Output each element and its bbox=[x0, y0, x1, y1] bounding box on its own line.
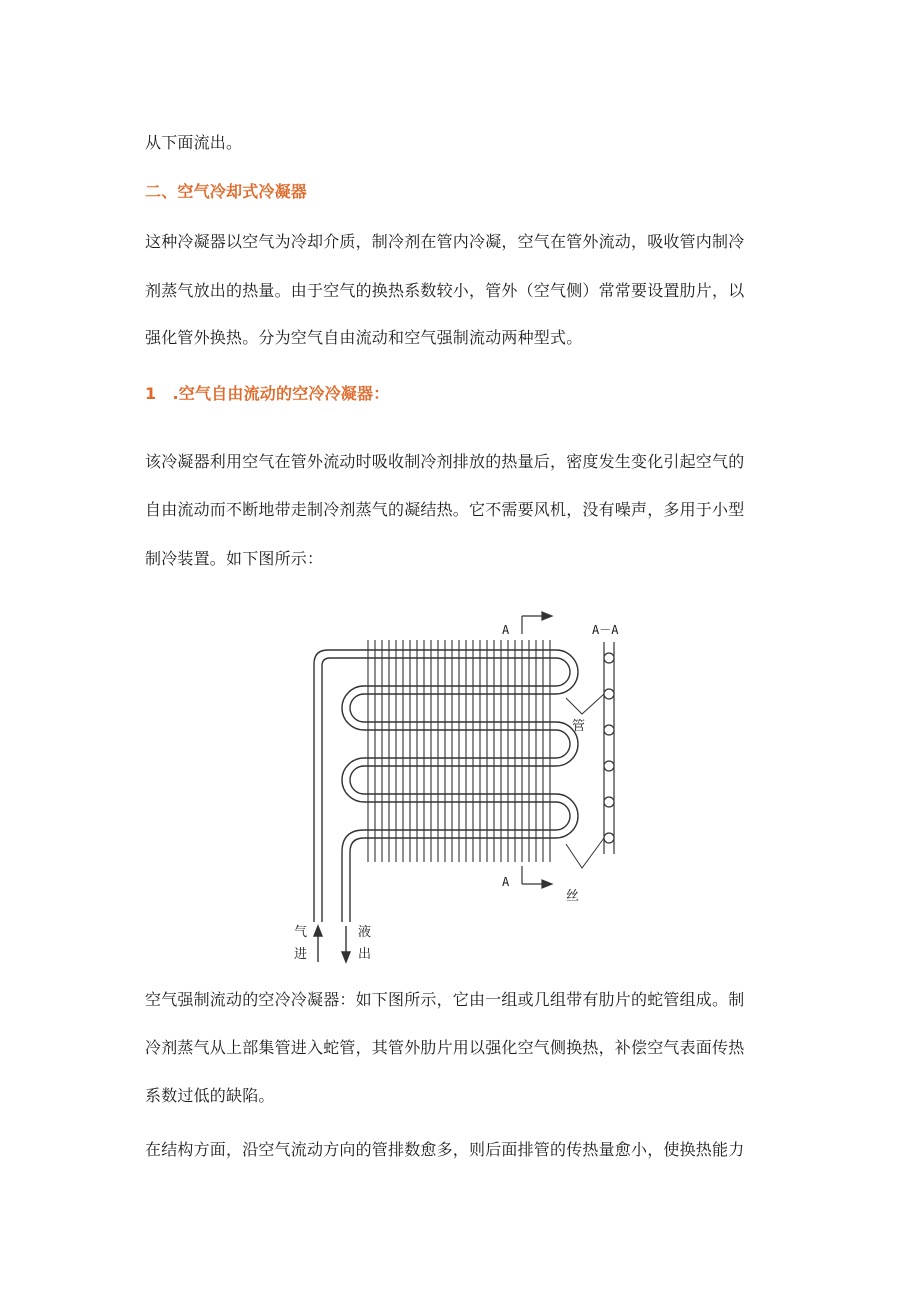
paragraph-3-line-2: 冷剂蒸气从上部集管进入蛇管，其管外肋片用以强化空气侧换热，补偿空气表面传热 bbox=[145, 1038, 745, 1057]
section-arrow-bottom bbox=[522, 866, 552, 888]
section-heading-air-cooled: 二、空气冷却式冷凝器 bbox=[145, 182, 308, 201]
paragraph-1-line-2: 剂蒸气放出的热量。由于空气的换热系数较小，管外（空气侧）常常要设置肋片，以 bbox=[145, 281, 745, 300]
paragraph-2-line-2: 自由流动而不断地带走制冷剂蒸气的凝结热。它不需要风机，没有噪声，多用于小型 bbox=[145, 500, 745, 519]
paragraph-2-line-3: 制冷装置。如下图所示： bbox=[145, 549, 324, 568]
paragraph-1-line-3: 强化管外换热。分为空气自由流动和空气强制流动两种型式。 bbox=[145, 328, 583, 347]
tube-inner-wall bbox=[322, 658, 570, 922]
serpentine-tube bbox=[314, 650, 578, 922]
wire-fins bbox=[368, 640, 550, 862]
paragraph-continuation: 从下面流出。 bbox=[145, 133, 243, 152]
tube-outer-wall bbox=[314, 650, 578, 922]
label-section-aa: A－A bbox=[592, 623, 619, 637]
paragraph-1-line-1: 这种冷凝器以空气为冷却介质，制冷剂在管内冷凝，空气在管外流动，吸收管内制冷 bbox=[145, 232, 745, 251]
label-liquid: 液 bbox=[358, 925, 372, 940]
condenser-diagram-svg bbox=[286, 604, 642, 966]
label-a-bottom: A bbox=[502, 875, 510, 889]
paragraph-3-line-1: 空气强制流动的空冷冷凝器：如下图所示，它由一组或几组带有肋片的蛇管组成。制 bbox=[145, 990, 745, 1009]
label-tube: 管 bbox=[572, 719, 586, 734]
condenser-diagram bbox=[286, 604, 642, 966]
paragraph-2-line-1: 该冷凝器利用空气在管外流动时吸收制冷剂排放的热量后，密度发生变化引起空气的 bbox=[145, 452, 745, 471]
outlet-arrow bbox=[342, 926, 350, 962]
paragraph-4-line-1: 在结构方面，沿空气流动方向的管排数愈多，则后面排管的传热量愈小，使换热能力 bbox=[145, 1140, 745, 1159]
paragraph-3-line-3: 系数过低的缺陷。 bbox=[145, 1086, 275, 1105]
label-wire: 丝 bbox=[566, 889, 580, 904]
label-a-top: A bbox=[502, 623, 510, 637]
section-arrow-top bbox=[522, 612, 552, 634]
section-aa-view bbox=[604, 642, 614, 854]
label-out: 出 bbox=[358, 947, 372, 962]
label-gas: 气 bbox=[294, 925, 308, 940]
subsection-heading-natural-flow: 1 .空气自由流动的空冷冷凝器： bbox=[145, 384, 390, 403]
inlet-arrow bbox=[314, 926, 322, 962]
label-in: 进 bbox=[294, 947, 308, 962]
